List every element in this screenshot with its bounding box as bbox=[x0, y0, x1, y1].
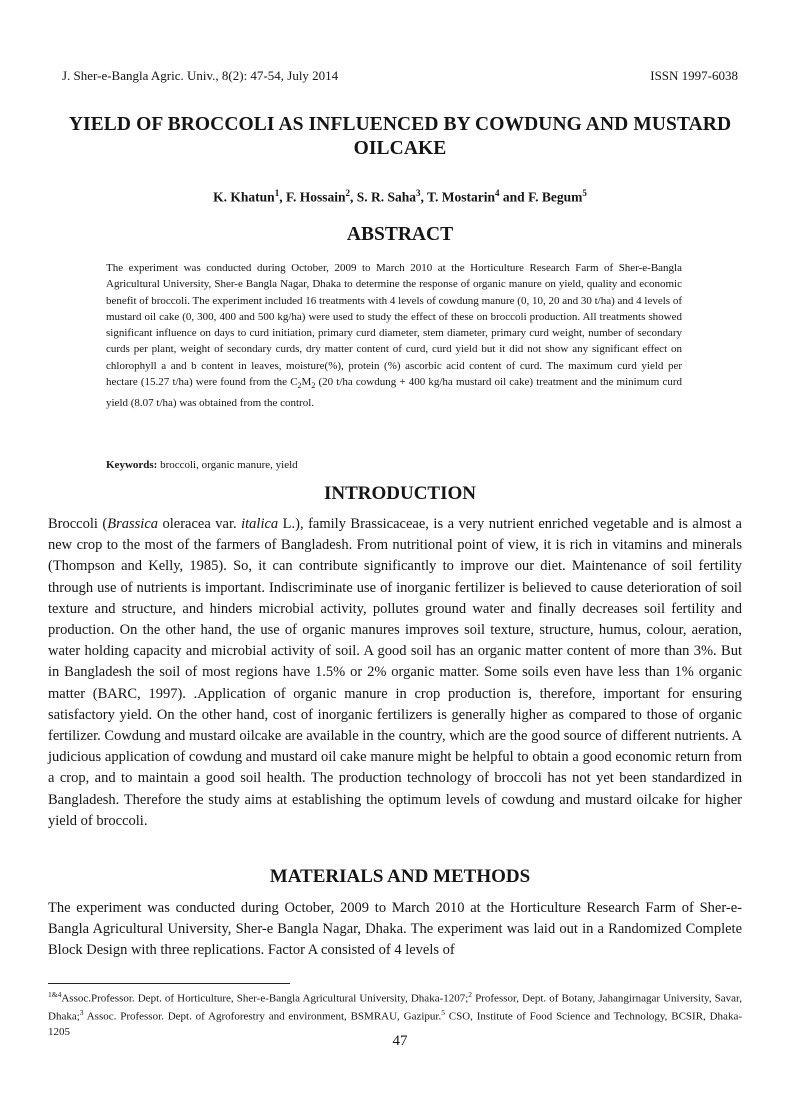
title-line-2: OILCAKE bbox=[353, 138, 447, 159]
footnote-text: Professor, Dept. of Botany, Jahangirnagar University, Savar, Dhaka; bbox=[48, 992, 742, 1024]
keywords bbox=[106, 459, 682, 471]
keywords-text: broccoli, organic manure, yield bbox=[157, 459, 298, 471]
affiliation-mark: 2 bbox=[345, 188, 350, 198]
treatment-c: C bbox=[290, 376, 298, 389]
title-line-1: YIELD OF BROCCOLI AS INFLUENCED BY COWDUNG AND MUSTARD bbox=[68, 114, 732, 135]
footnote-mark: 3 bbox=[79, 1008, 84, 1018]
author-separator: and bbox=[499, 189, 529, 205]
affiliation-mark: 3 bbox=[416, 188, 421, 198]
footnote-text: Assoc.Professor. Dept. of Horticulture, Sher-e-Bangla Agricultural University, Dhaka-1207; bbox=[61, 992, 469, 1005]
introduction-text bbox=[48, 514, 742, 832]
treatment-m-sub: 2 bbox=[311, 381, 316, 391]
introduction-heading: INTRODUCTION bbox=[323, 483, 477, 504]
abstract-heading: ABSTRACT bbox=[346, 224, 454, 245]
affiliations-footnote bbox=[48, 988, 742, 1039]
intro-text-2: oleracea var. bbox=[158, 516, 242, 532]
intro-text-1: Broccoli ( bbox=[48, 516, 108, 532]
author: F. Begum bbox=[528, 189, 583, 205]
treatment-c-sub: 2 bbox=[297, 381, 302, 391]
journal-citation: J. Sher-e-Bangla Agric. Univ., 8(2): 47-54, July 2014 bbox=[62, 68, 339, 83]
author: F. Hossain bbox=[285, 189, 346, 205]
genus-name: Brassica bbox=[107, 516, 158, 532]
footnote-mark: 1&4 bbox=[48, 990, 62, 999]
issn: ISSN 1997-6038 bbox=[650, 68, 738, 83]
abstract-part-2: (20 t/ha cowdung + 400 kg/ha mustard oil cake) treatment and the minimum curd yield (8.07 t/ha) was obtained from the control. bbox=[106, 376, 682, 409]
page-number: 47 bbox=[392, 1033, 408, 1049]
affiliation-mark: 1 bbox=[274, 188, 280, 198]
abstract-part-1: The experiment was conducted during October, 2009 to March 2010 at the Horticulture Research Farm of Sher-e-Bangla Agricultural University, Sher-e Bangla Nagar, Dhaka to determine the response of organic manure on yield, quality and economic benefit of broccoli. The experiment included 16 treatments with 4 levels of cowdung manure (0, 10, 20 and 30 t/ha) and 4 levels of mustard oil cake (0, 300, 400 and 500 kg/ha) were used to study the effect of these on broccoli production. All treatments showed significant influence on days to curd initiation, primary curd diameter, stem diameter, primary curd weight, number of secondary curds per plant, weight of secondary curds, dry matter content of curd, curd yield but it did not show any significant effect on chlorophyll a and b content in leaves, moisture(%), protein (%) ascorbic acid content of curd. The maximum curd yield per hectare (15.27 t/ha) were found from the bbox=[106, 262, 682, 389]
methods-text: The experiment was conducted during October, 2009 to March 2010 at the Horticulture Research Farm of Sher-e-Bangla Agricultural University, Sher-e Bangla Nagar, Dhaka. The experiment was laid out in a Randomized Complete Block Design with three replications. Factor A consisted of 4 levels of bbox=[48, 900, 742, 959]
footnote-mark: 2 bbox=[468, 990, 473, 999]
author-separator: , bbox=[349, 189, 357, 205]
variety-name: italica bbox=[241, 516, 279, 532]
methods-heading: MATERIALS AND METHODS bbox=[269, 866, 531, 887]
intro-text-3: L.), family Brassicaceae, is a very nutrient enriched vegetable and is almost a new crop to the most of the farmers of Bangladesh. From nutritional point of view, it is rich in vitamins and minerals (Thompson and Kelly, 1985). So, it can contribute significantly to improve our diet. Maintenance of soil fertility through use of nutrients is important. Indiscriminate use of inorganic fertilizer is believed to cause deterioration of soil texture and structure, and hinders microbial activity, pollutes ground water and finally decreases soil fertility and production. On the other hand, the use of organic manures improves soil texture, structure, humus, colour, aeration, water holding capacity and microbial activity of soil. A good soil has an organic matter content of more than 3%. But in Bangladesh the soil of most regions have 1.5% or 2% organic matter. Some soils even have less than 1% organic matter (BARC, 1997). .Application of organic manure in crop production is, therefore, important for ensuring satisfactory yield. On the other hand, cost of inorganic fertilizers is generally higher as compared to those of organic fertilizer. Cowdung and mustard oilcake are available in the country, which are the good source of different nutrients. A judicious application of cowdung and mustard oil cake manure might be helpful to obtain a good economic return from a crop, and to maintain a good soil health. The production technology of broccoli has not yet been standardized in Bangladesh. Therefore the study aims at establishing the optimum levels of cowdung and mustard oilcake for higher yield of broccoli. bbox=[48, 516, 742, 829]
footnote-text: Assoc. Professor. Dept. of Agroforestry and environment, BSMRAU, Gazipur. bbox=[83, 1011, 442, 1024]
author-separator: , bbox=[420, 189, 428, 205]
affiliation-mark: 4 bbox=[495, 188, 500, 198]
author-separator: , bbox=[279, 189, 286, 205]
author: S. R. Saha bbox=[356, 189, 417, 205]
author-list bbox=[40, 188, 760, 206]
abstract-text bbox=[106, 260, 682, 411]
affiliation-mark: 5 bbox=[582, 188, 587, 198]
keywords-label: Keywords: bbox=[106, 459, 158, 471]
treatment-m: M bbox=[301, 376, 312, 389]
footnote-divider bbox=[48, 983, 290, 984]
author: T. Mostarin bbox=[427, 189, 496, 205]
article-title bbox=[40, 113, 760, 161]
running-head bbox=[62, 68, 738, 86]
footnote-mark: 5 bbox=[441, 1008, 445, 1018]
footnote-text: CSO, Institute of Food Science and Technology, BCSIR, Dhaka-1205 bbox=[48, 1011, 742, 1038]
author: K. Khatun bbox=[213, 189, 275, 205]
